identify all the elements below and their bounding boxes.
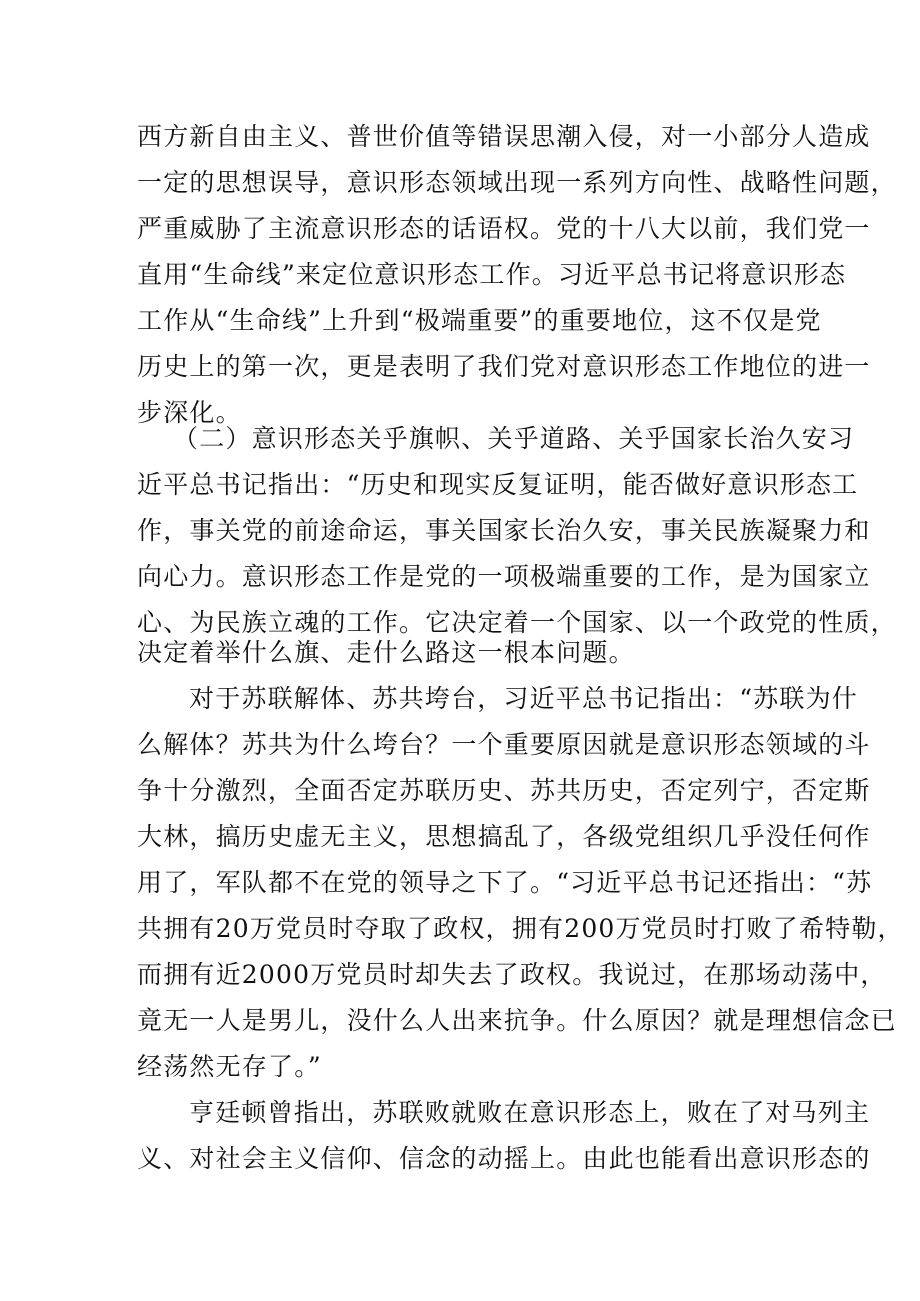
paragraph-line: 工作从“生命线”上升到“极端重要”的重要地位，这不仅是党 (137, 306, 822, 335)
paragraph-line: 而拥有近2000万党员时却失去了政权。我说过，在那场动荡中， (137, 960, 887, 989)
paragraph-line: 近平总书记指出：“历史和现实反复证明，能否做好意识形态工 (137, 470, 859, 499)
paragraph-line: 向心力。意识形态工作是党的一项极端重要的工作，是为国家立 (137, 562, 871, 591)
paragraph-line: 用了，军队都不在党的领导之下了。“习近平总书记还指出：“苏 (137, 868, 873, 897)
paragraph-line: 步深化。 (137, 398, 242, 427)
paragraph-line: 严重威胁了主流意识形态的话语权。党的十八大以前，我们党一 (137, 214, 871, 243)
paragraph-line: 历史上的第一次，更是表明了我们党对意识形态工作地位的进一 (137, 352, 871, 381)
paragraph-line: 争十分激烈，全面否定苏联历史、苏共历史，否定列宁，否定斯 (137, 776, 871, 805)
paragraph-line: 共拥有20万党员时夺取了政权，拥有200万党员时打败了希特勒， (137, 914, 904, 943)
paragraph-line: 决定着举什么旗、走什么路这一根本问题。 (137, 638, 635, 667)
paragraph-first-line: 对于苏联解体、苏共垮台，习近平总书记指出：“苏联为什 (189, 684, 858, 713)
paragraph-line: 大林，搞历史虚无主义，思想搞乱了，各级党组织几乎没任何作 (137, 822, 871, 851)
paragraph-first-line: 亨廷顿曾指出，苏联败就败在意识形态上，败在了对马列主 (189, 1098, 871, 1127)
paragraph-line: 么解体？苏共为什么垮台？一个重要原因就是意识形态领域的斗 (137, 730, 871, 759)
paragraph-line: 义、对社会主义信仰、信念的动摇上。由此也能看出意识形态的 (137, 1144, 871, 1173)
paragraph-line: 竟无一人是男儿，没什么人出来抗争。什么原因？就是理想信念已 (137, 1006, 897, 1035)
paragraph-line: 直用“生命线”来定位意识形态工作。习近平总书记将意识形态 (137, 260, 847, 289)
paragraph-line: 一定的思想误导，意识形态领域出现一系列方向性、战略性问题， (137, 168, 897, 197)
section-heading-line: （二）意识形态关乎旗帜、关乎道路、关乎国家长治久安习 (173, 424, 855, 453)
paragraph-line: 作，事关党的前途命运，事关国家长治久安，事关民族凝聚力和 (137, 516, 871, 545)
paragraph-line: 心、为民族立魂的工作。它决定着一个国家、以一个政党的性质， (137, 608, 897, 637)
paragraph-line: 经荡然无存了。” (137, 1052, 322, 1081)
paragraph-line: 西方新自由主义、普世价值等错误思潮入侵，对一小部分人造成 (137, 122, 871, 151)
